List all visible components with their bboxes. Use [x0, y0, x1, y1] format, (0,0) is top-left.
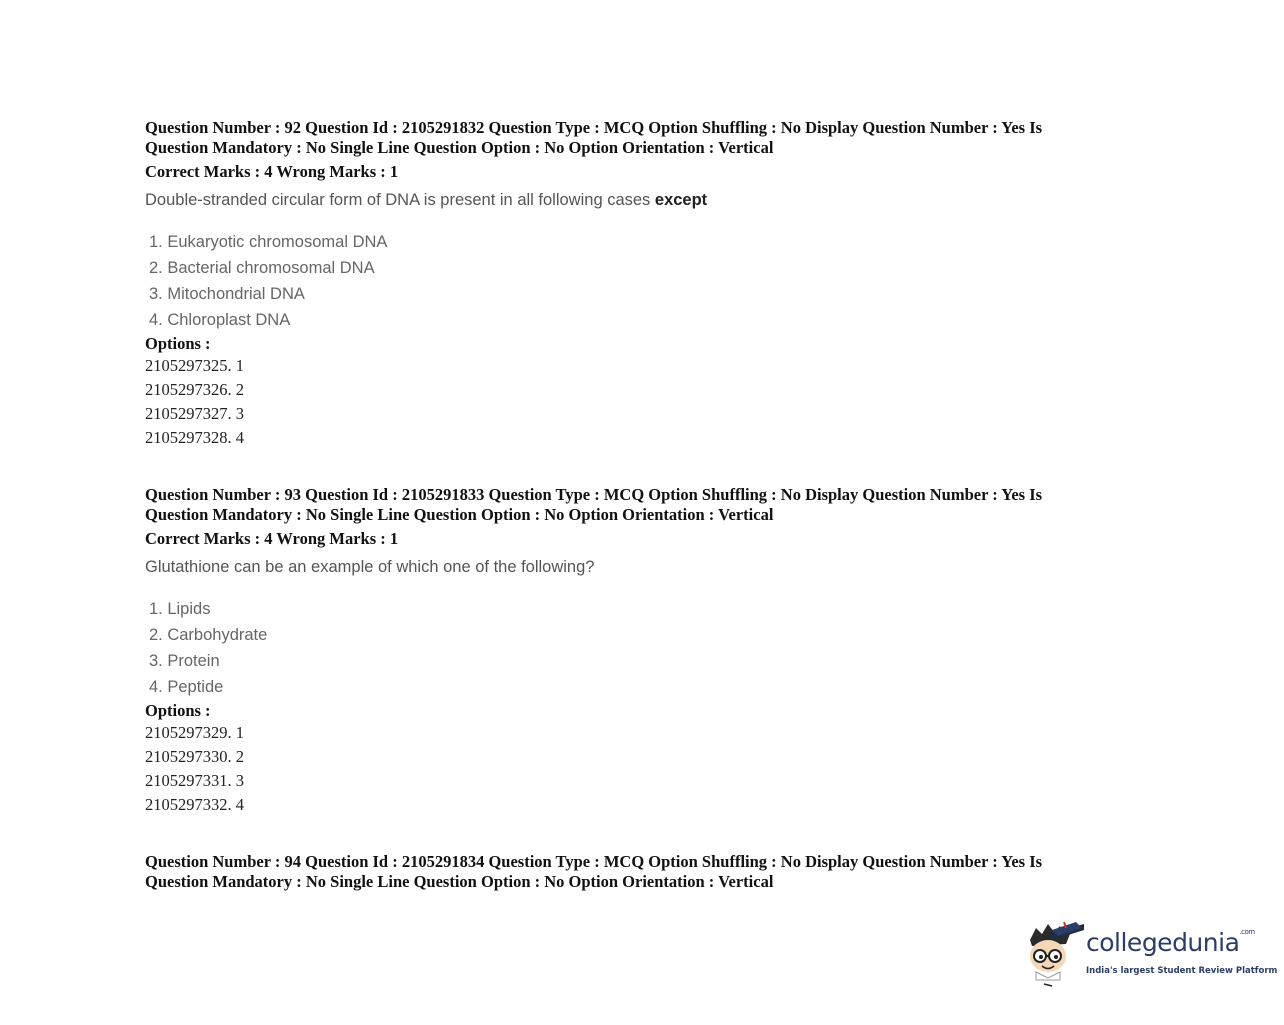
- question-text: Glutathione can be an example of which one of the following?: [145, 558, 595, 576]
- question-marks: Correct Marks : 4 Wrong Marks : 1: [145, 162, 399, 181]
- logo-tagline: India's largest Student Review Platform: [1086, 966, 1278, 976]
- choice-item: 1. Eukaryotic chromosomal DNA: [149, 233, 388, 251]
- question-meta-line1: Question Number : 93 Question Id : 2105291833 Question Type : MCQ Option Shuffling : No Display Question Number : Yes Is: [145, 485, 1043, 504]
- option-id: 2105297330. 2: [145, 747, 244, 766]
- choice-item: 2. Carbohydrate: [149, 626, 268, 644]
- choice-item: 3. Protein: [149, 652, 220, 670]
- choice-item: 3. Mitochondrial DNA: [149, 285, 305, 303]
- mascot-icon: [1022, 918, 1086, 988]
- option-id: 2105297328. 4: [145, 428, 244, 447]
- option-id: 2105297325. 1: [145, 356, 244, 375]
- options-heading: Options :: [145, 701, 211, 720]
- question-meta-line1: Question Number : 94 Question Id : 2105291834 Question Type : MCQ Option Shuffling : No Display Question Number : Yes Is: [145, 852, 1043, 871]
- collegedunia-logo[interactable]: [1022, 918, 1278, 988]
- choice-list: [149, 599, 1095, 703]
- options-heading: Options :: [145, 334, 211, 353]
- question-block-92: [145, 118, 1095, 450]
- choice-item: 4. Peptide: [149, 678, 224, 696]
- question-block-94: [145, 852, 1095, 892]
- question-meta-line2: Question Mandatory : No Single Line Question Option : No Option Orientation : Vertical: [145, 138, 774, 157]
- choice-item: 2. Bacterial chromosomal DNA: [149, 259, 375, 277]
- option-id: 2105297327. 3: [145, 404, 244, 423]
- logo-wordmark: collegedunia$^{.com}$: [1086, 928, 1255, 957]
- question-block-93: [145, 485, 1095, 817]
- choice-item: 1. Lipids: [149, 600, 211, 618]
- choice-item: 4. Chloroplast DNA: [149, 311, 291, 329]
- question-text-emphasis: except: [654, 191, 708, 209]
- question-meta-line2: Question Mandatory : No Single Line Question Option : No Option Orientation : Vertical: [145, 872, 774, 891]
- choice-list: [149, 232, 1095, 336]
- question-text: Double-stranded circular form of DNA is present in all following cases except: [145, 191, 708, 209]
- option-id: 2105297331. 3: [145, 771, 244, 790]
- option-id: 2105297332. 4: [145, 795, 244, 814]
- option-id: 2105297326. 2: [145, 380, 244, 399]
- option-id: 2105297329. 1: [145, 723, 244, 742]
- question-meta-line2: Question Mandatory : No Single Line Question Option : No Option Orientation : Vertical: [145, 505, 774, 524]
- question-marks: Correct Marks : 4 Wrong Marks : 1: [145, 529, 399, 548]
- question-meta-line1: Question Number : 92 Question Id : 2105291832 Question Type : MCQ Option Shuffling : No Display Question Number : Yes Is: [145, 118, 1043, 137]
